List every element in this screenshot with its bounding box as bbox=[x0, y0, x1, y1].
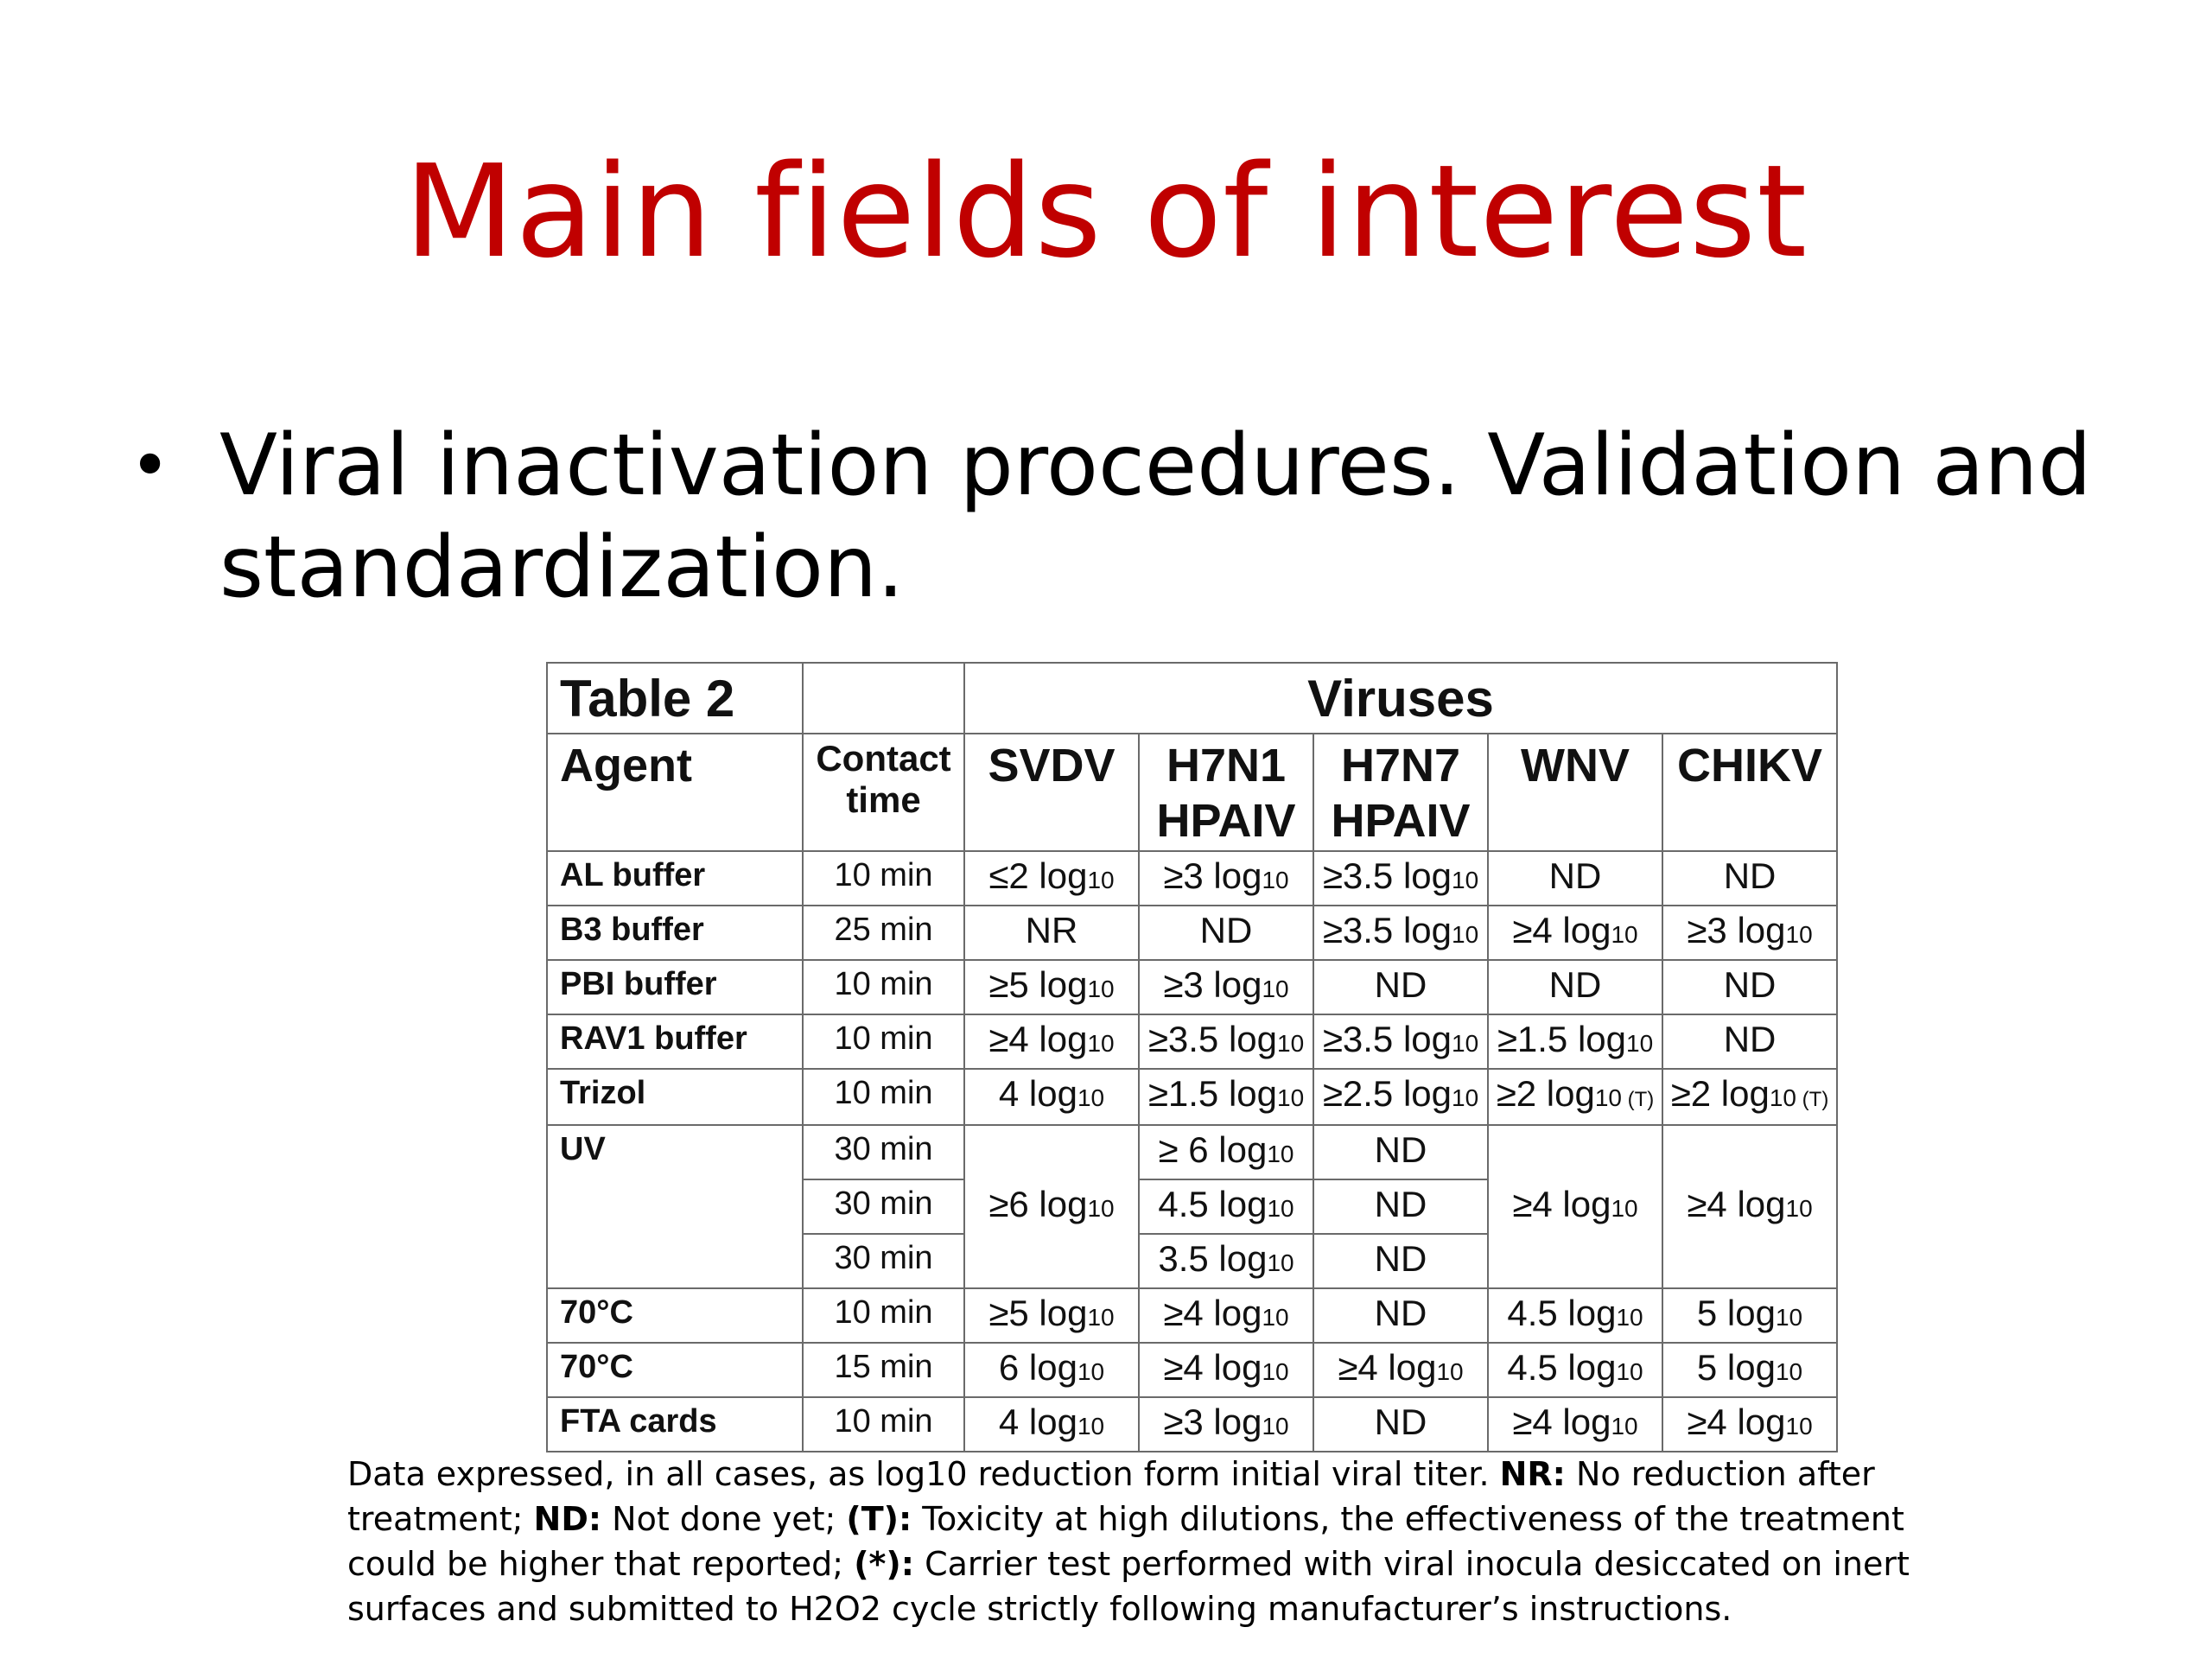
slide-title: Main fields of interest bbox=[404, 137, 1808, 286]
table-cell: 5 log10 bbox=[1662, 1288, 1837, 1343]
table-cell: ≥3 log10 bbox=[1139, 851, 1313, 906]
table-cell: ND bbox=[1313, 1397, 1488, 1452]
table-row bbox=[547, 1125, 1837, 1179]
table-cell: ≥2 log10 (T) bbox=[1488, 1069, 1662, 1125]
table-cell: 4 log10 bbox=[964, 1397, 1139, 1452]
agent-cell: B3 buffer bbox=[547, 906, 803, 960]
table-cell: ≥5 log10 bbox=[964, 960, 1139, 1014]
h7n1-header: H7N1 HPAIV bbox=[1139, 734, 1313, 851]
table-cell: ≥4 log10 bbox=[964, 1014, 1139, 1069]
table-row bbox=[547, 960, 1837, 1014]
table-cell: ≥4 log10 bbox=[1139, 1343, 1313, 1397]
table-cell: ≥3 log10 bbox=[1139, 1397, 1313, 1452]
svdv-header: SVDV bbox=[964, 734, 1139, 851]
table-cell: ND bbox=[1488, 960, 1662, 1014]
table-cell: ≥1.5 log10 bbox=[1488, 1014, 1662, 1069]
table-cell: ≥4 log10 bbox=[1139, 1288, 1313, 1343]
table-row bbox=[547, 1014, 1837, 1069]
table-row bbox=[547, 1397, 1837, 1452]
empty-header-cell bbox=[803, 663, 964, 734]
table-footnote: Data expressed, in all cases, as log10 reduction form initial viral titer. NR: No reduction after treatment; ND: Not done yet; (T): Toxicity at high dilutions, the effectiveness of the treatment could be higher that reported; (*): Carrier test performed with viral inocula desiccated on inert surfaces and submitted to H2O2 cycle strictly following manufacturer’s instructions. bbox=[347, 1455, 1910, 1628]
table-cell: NR bbox=[964, 906, 1139, 960]
table-cell: 4.5 log10 bbox=[1139, 1179, 1313, 1234]
table-cell: ≥ 6 log10 bbox=[1139, 1125, 1313, 1179]
table-cell: ≥2.5 log10 bbox=[1313, 1069, 1488, 1125]
agent-cell: UV bbox=[547, 1125, 803, 1288]
table-cell: ND bbox=[1662, 1014, 1837, 1069]
h7n7-header: H7N7 HPAIV bbox=[1313, 734, 1488, 851]
chikv-header: CHIKV bbox=[1662, 734, 1837, 851]
table-cell: ≥4 log10 bbox=[1662, 1125, 1837, 1288]
viruses-group-header: Viruses bbox=[964, 663, 1837, 734]
table-cell: ≥3.5 log10 bbox=[1313, 851, 1488, 906]
table-cell: 3.5 log10 bbox=[1139, 1234, 1313, 1288]
table-cell: ND bbox=[1139, 906, 1313, 960]
agent-cell: FTA cards bbox=[547, 1397, 803, 1452]
contact-time-cell: 30 min bbox=[803, 1234, 964, 1288]
agent-header: Agent bbox=[547, 734, 803, 851]
table-row bbox=[547, 851, 1837, 906]
contact-time-header: Contact time bbox=[803, 734, 964, 851]
table-cell: 4 log10 bbox=[964, 1069, 1139, 1125]
contact-time-cell: 30 min bbox=[803, 1125, 964, 1179]
table-cell: ≥5 log10 bbox=[964, 1288, 1139, 1343]
agent-cell: 70°C bbox=[547, 1343, 803, 1397]
table-row bbox=[547, 1069, 1837, 1125]
contact-time-cell: 10 min bbox=[803, 1014, 964, 1069]
contact-time-cell: 25 min bbox=[803, 906, 964, 960]
table-cell: ND bbox=[1662, 960, 1837, 1014]
contact-time-cell: 10 min bbox=[803, 960, 964, 1014]
table-cell: ≥4 log10 bbox=[1662, 1397, 1837, 1452]
contact-time-cell: 10 min bbox=[803, 851, 964, 906]
table-cell: ND bbox=[1313, 1179, 1488, 1234]
table-cell: ND bbox=[1313, 1234, 1488, 1288]
contact-time-cell: 10 min bbox=[803, 1069, 964, 1125]
contact-time-cell: 15 min bbox=[803, 1343, 964, 1397]
table-cell: ≥4 log10 bbox=[1488, 906, 1662, 960]
table-row bbox=[547, 1343, 1837, 1397]
table-cell: 5 log10 bbox=[1662, 1343, 1837, 1397]
table-caption: Table 2 bbox=[547, 663, 803, 734]
table-cell: ND bbox=[1313, 1125, 1488, 1179]
agent-cell: RAV1 buffer bbox=[547, 1014, 803, 1069]
table-cell: ≥3.5 log10 bbox=[1139, 1014, 1313, 1069]
table-cell: ≥4 log10 bbox=[1488, 1397, 1662, 1452]
table-cell: ≥6 log10 bbox=[964, 1125, 1139, 1288]
contact-time-cell: 10 min bbox=[803, 1397, 964, 1452]
bullet-text: Viral inactivation procedures. Validation and standardization. bbox=[219, 416, 2092, 617]
agent-cell: 70°C bbox=[547, 1288, 803, 1343]
agent-cell: Trizol bbox=[547, 1069, 803, 1125]
table-cell: 6 log10 bbox=[964, 1343, 1139, 1397]
table-cell: 4.5 log10 bbox=[1488, 1288, 1662, 1343]
wnv-header: WNV bbox=[1488, 734, 1662, 851]
table-row bbox=[547, 1288, 1837, 1343]
table-row bbox=[547, 906, 1837, 960]
table-cell: ND bbox=[1662, 851, 1837, 906]
agent-cell: AL buffer bbox=[547, 851, 803, 906]
table-cell: ≥2 log10 (T) bbox=[1662, 1069, 1837, 1125]
table-cell: ND bbox=[1313, 960, 1488, 1014]
table-cell: 4.5 log10 bbox=[1488, 1343, 1662, 1397]
contact-time-cell: 30 min bbox=[803, 1179, 964, 1234]
table-cell: ≥4 log10 bbox=[1488, 1125, 1662, 1288]
table-cell: ND bbox=[1488, 851, 1662, 906]
bullet-item bbox=[130, 415, 2100, 619]
table-body bbox=[547, 851, 1837, 1452]
bullet-dot: • bbox=[130, 425, 171, 505]
table-cell: ≥3.5 log10 bbox=[1313, 1014, 1488, 1069]
table-cell: ≥3 log10 bbox=[1139, 960, 1313, 1014]
table-cell: ≥1.5 log10 bbox=[1139, 1069, 1313, 1125]
table-cell: ≤2 log10 bbox=[964, 851, 1139, 906]
inactivation-table bbox=[546, 662, 1837, 1452]
table-cell: ≥3 log10 bbox=[1662, 906, 1837, 960]
contact-time-cell: 10 min bbox=[803, 1288, 964, 1343]
table-cell: ND bbox=[1313, 1288, 1488, 1343]
table-cell: ≥4 log10 bbox=[1313, 1343, 1488, 1397]
agent-cell: PBI buffer bbox=[547, 960, 803, 1014]
table-cell: ≥3.5 log10 bbox=[1313, 906, 1488, 960]
